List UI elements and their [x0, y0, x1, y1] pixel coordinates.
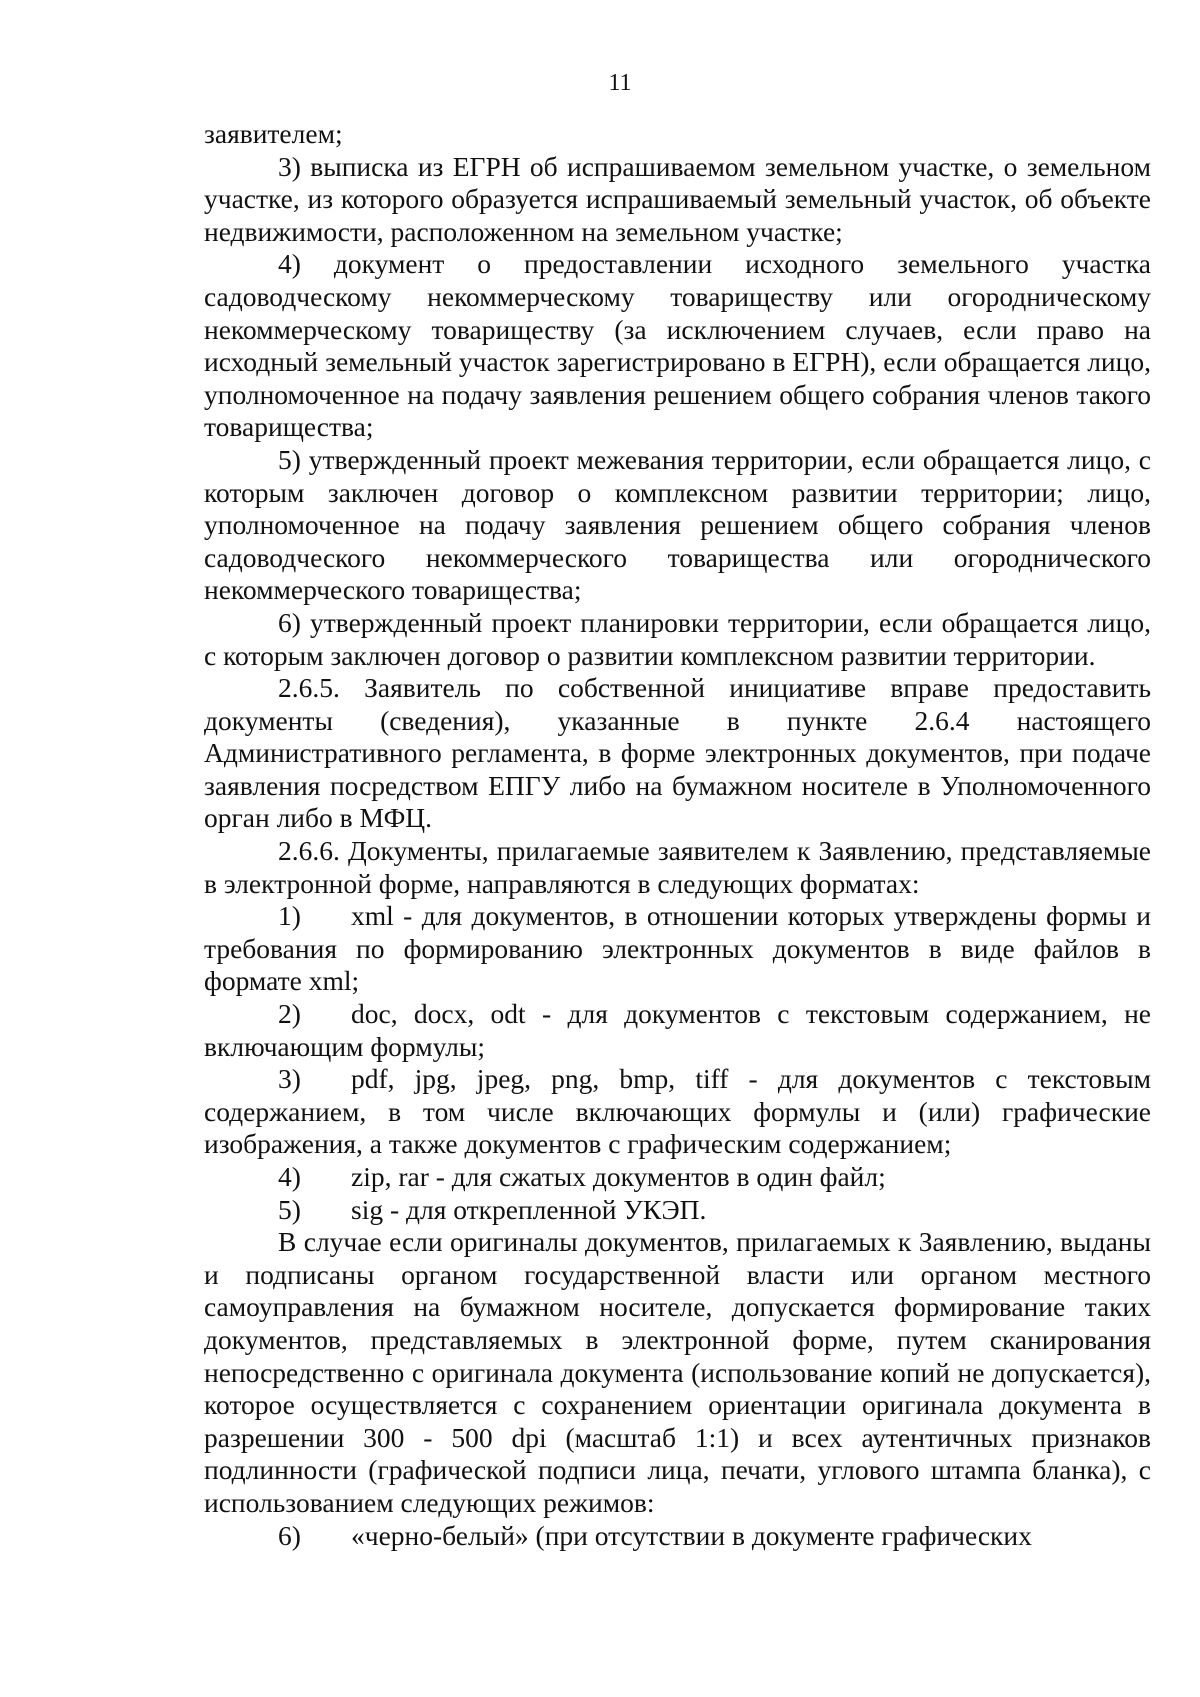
format-item-3 [204, 1063, 1151, 1161]
section-number: 2.6.6. [278, 835, 340, 867]
format-item-text: pdf, jpg, jpeg, png, bmp, tiff - для документов с текстовым содержанием, в том числе включающих формулы и (или) графические изображения, а также документов с графическим содержанием; [204, 1063, 1151, 1160]
page-body [204, 118, 1151, 1552]
format-item-5 [204, 1194, 1151, 1227]
mode-item-number: 6) [278, 1519, 301, 1551]
format-item-number: 3) [278, 1063, 301, 1095]
format-item-text: xml - для документов, в отношении которых утверждены формы и требования по формированию электронных документов в виде файлов в формате xml; [204, 900, 1151, 997]
format-item-number: 5) [278, 1193, 301, 1225]
continuation-line: заявителем; [204, 118, 343, 149]
list-item-6-planning-project: 6) утвержденный проект планировки территории, если обращается лицо, с которым заключен договор о развитии комплексном развитии территории. [204, 606, 1151, 671]
format-item-text: sig - для открепленной УКЭП. [351, 1193, 707, 1225]
scanning-paragraph: В случае если оригиналы документов, прилагаемых к Заявлению, выданы и подписаны органом государственной власти или органом местного самоуправления на бумажном носителе, допускается формирование таких документов, представляемых в электронной форме, путем сканирования непосредственно с оригинала документа (использование копий не допускается), которое осуществляется с сохранением ориентации оригинала документа в разрешении 300 - 500 dpi (масштаб 1:1) и всех аутентичных признаков подлинности (графической подписи лица, печати, углового штампа бланка), с использованием следующих режимов: [204, 1226, 1151, 1518]
format-item-text: zip, rar - для сжатых документов в один файл; [351, 1161, 886, 1192]
format-item-number: 4) [278, 1161, 301, 1192]
list-item-3-egrn-extract: 3) выписка из ЕГРН об испрашиваемом земельном участке, о земельном участке, из которого образуется испрашиваемый земельный участок, об объекте недвижимости, расположенном на земельном участке; [204, 150, 1151, 247]
format-item-1 [204, 900, 1151, 998]
format-item-number: 2) [278, 998, 301, 1030]
mode-item-6 [204, 1520, 1151, 1553]
format-item-text: doc, docx, odt - для документов с текстовым содержанием, не включающим формулы; [204, 998, 1151, 1062]
section-text: Заявитель по собственной инициативе вправе предоставить документы (сведения), указанные в пункте 2.6.4 настоящего Административного регламента, в форме электронных документов, при подаче заявления посредством ЕПГУ либо на бумажном носителе в Уполномоченного орган либо в МФЦ. [204, 672, 1152, 834]
section-number: 2.6.5. [278, 672, 340, 704]
page-number: 11 [608, 70, 632, 96]
format-item-2 [204, 998, 1151, 1063]
section-2-6-5 [204, 672, 1151, 835]
mode-item-text: «черно-белый» (при отсутствии в документе графических [351, 1519, 1032, 1551]
section-2-6-6 [204, 835, 1151, 900]
list-item-5-survey-project: 5) утвержденный проект межевания территории, если обращается лицо, с которым заключен договор о комплексном развитии территории; лицо, уполномоченное на подачу заявления решением общего собрания членов садоводческого некоммерческого товарищества или огороднического некоммерческого товарищества; [204, 443, 1151, 606]
section-text: Документы, прилагаемые заявителем к Заявлению, представляемые в электронной форме, направляются в следующих форматах: [204, 835, 1152, 899]
format-item-number: 1) [278, 900, 301, 932]
format-item-4 [204, 1161, 1151, 1194]
list-item-4-land-document: 4) документ о предоставлении исходного земельного участка садоводческому некоммерческому товариществу или огородническому некоммерческому товариществу (за исключением случаев, если право на исходный земельный участок зарегистрировано в ЕГРН), если обращается лицо, уполномоченное на подачу заявления решением общего собрания членов такого товарищества; [204, 248, 1151, 443]
